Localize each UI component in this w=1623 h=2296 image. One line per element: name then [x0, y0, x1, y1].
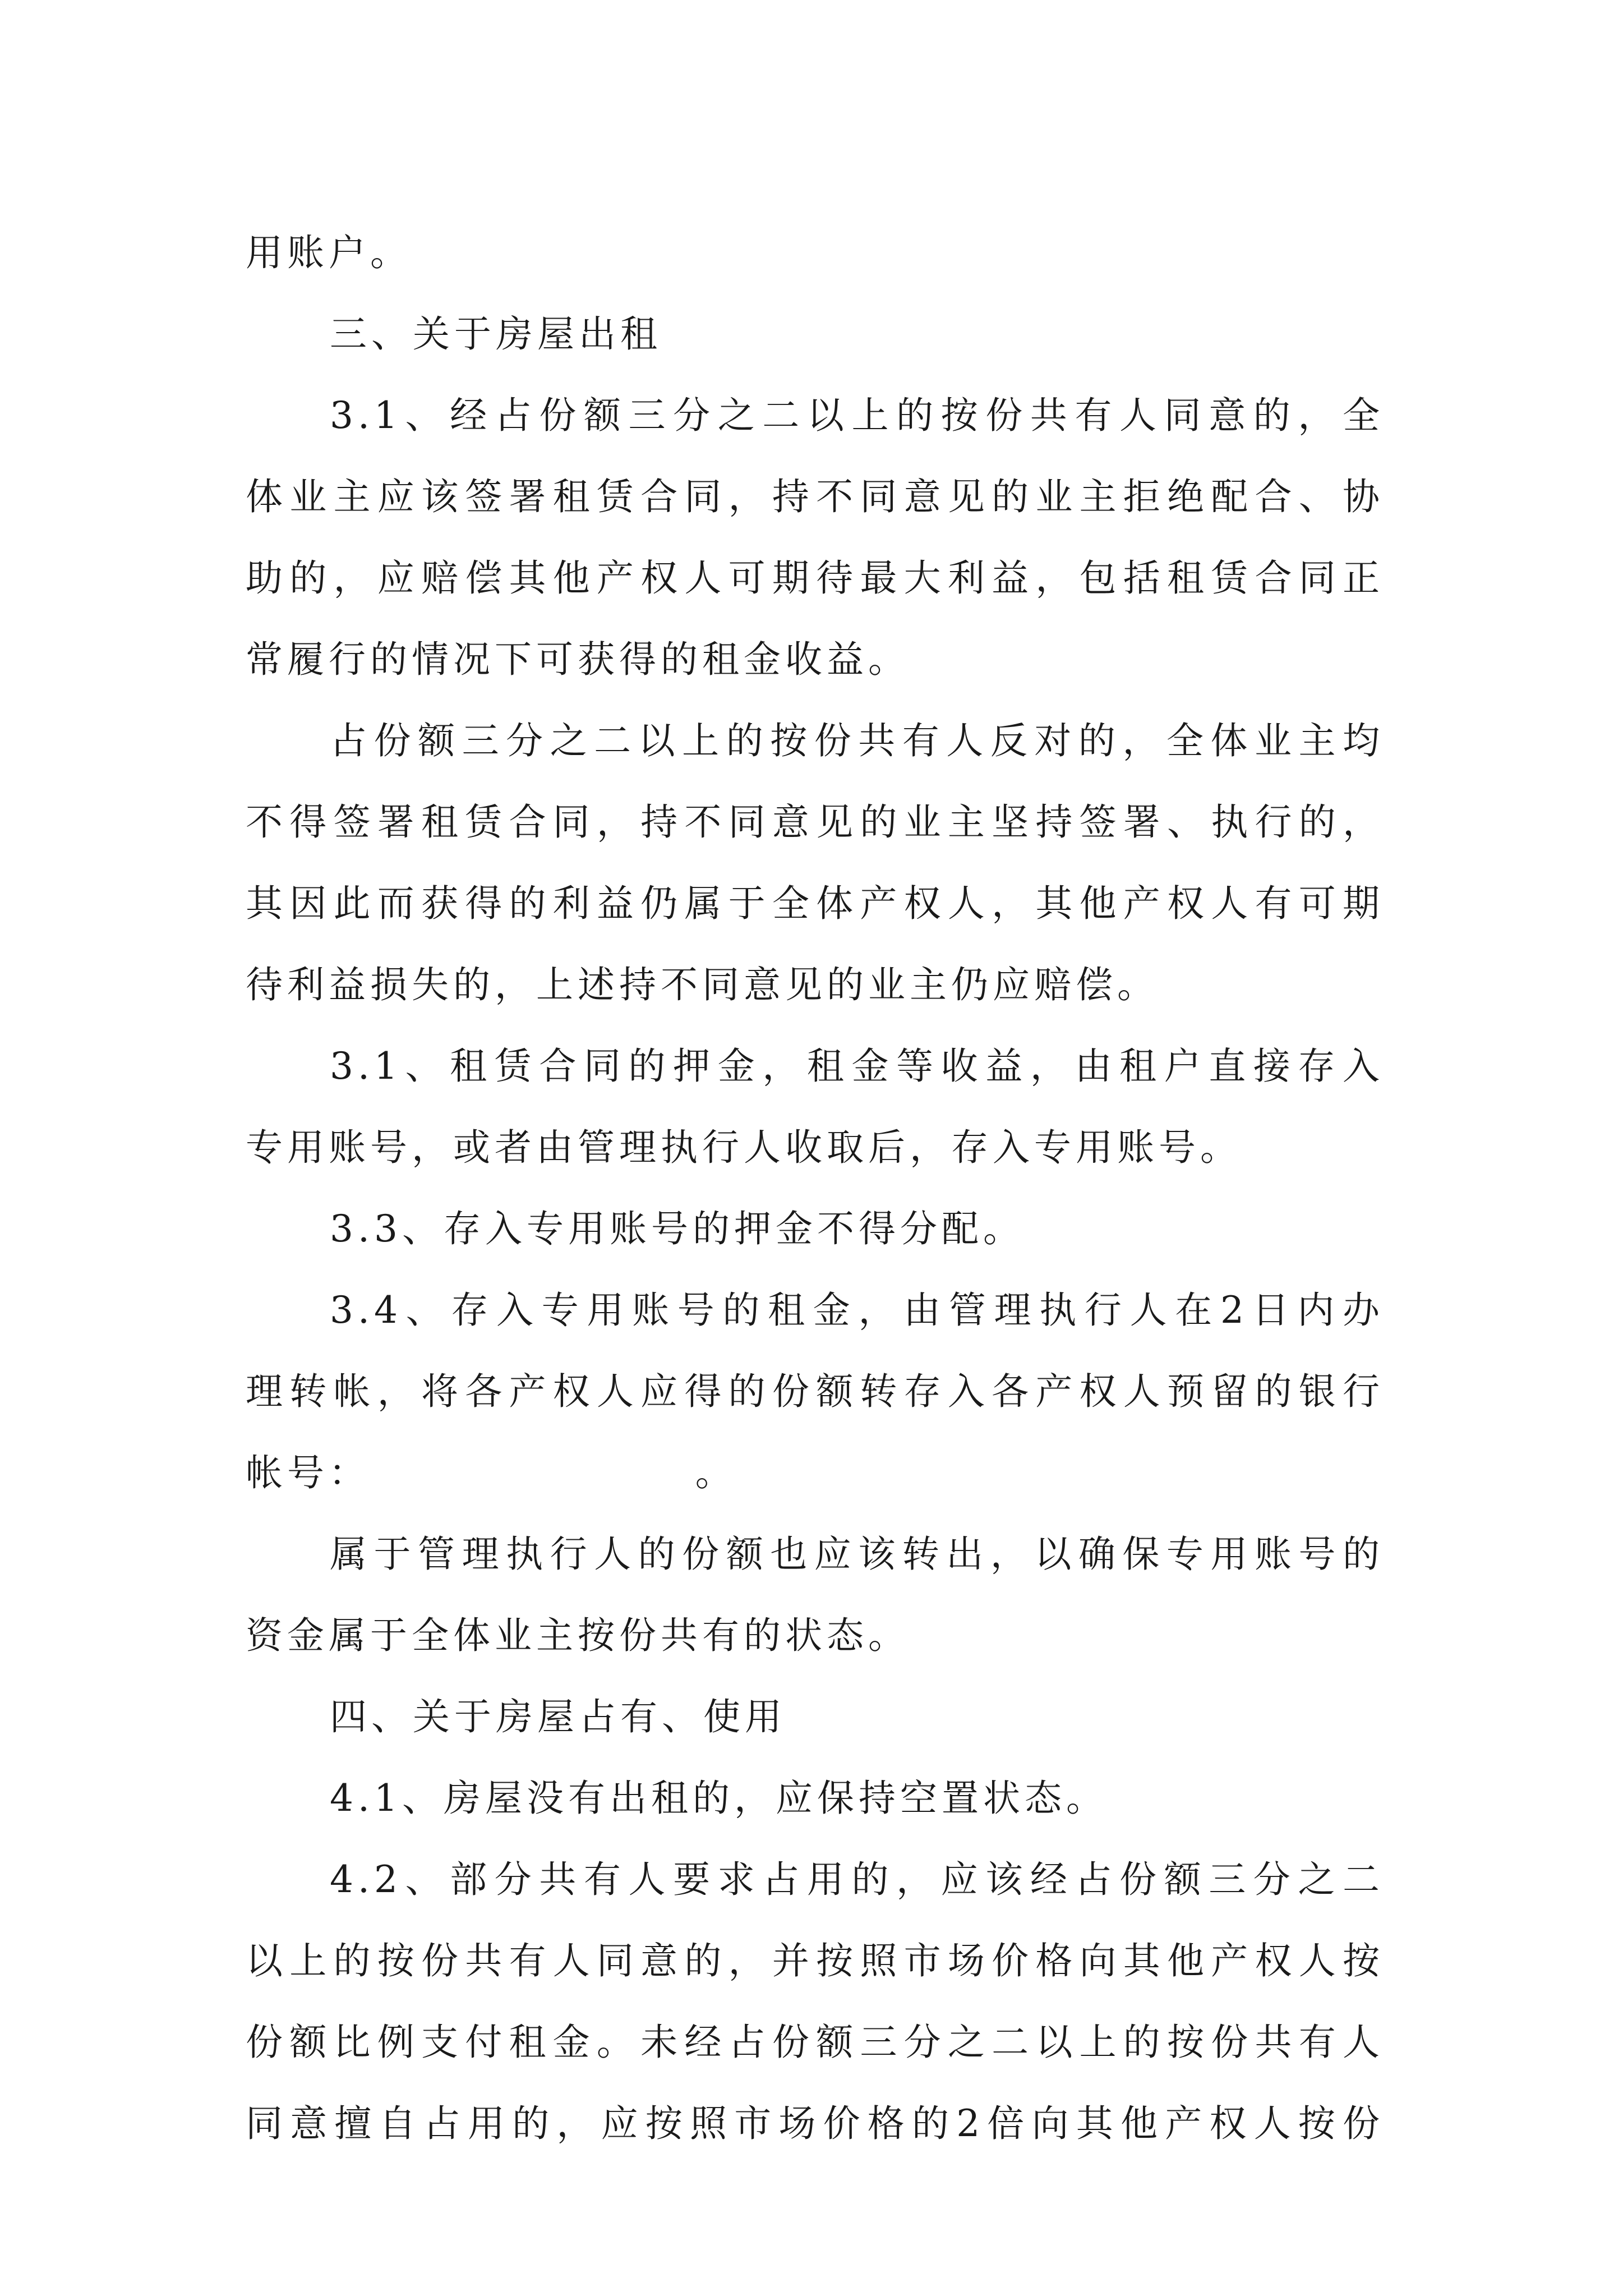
- text-line: 3.1、经占份额三分之二以上的按份共有人同意的，全: [330, 394, 1384, 437]
- section-heading: 三、关于房屋出租: [330, 312, 662, 356]
- text-line: 4.1、房屋没有出租的，应保持空置状态。: [330, 1777, 1108, 1820]
- text-line: 常履行的情况下可获得的租金收益。: [246, 638, 910, 681]
- text-line: 待利益损失的，上述持不同意见的业主仍应赔偿。: [246, 963, 1159, 1006]
- text-line: 其因此而获得的利益仍属于全体产权人，其他产权人有可期: [246, 882, 1384, 925]
- text-line: 份额比例支付租金。未经占份额三分之二以上的按份共有人: [246, 2021, 1384, 2064]
- text-line: 属于管理执行人的份额也应该转出，以确保专用账号的: [330, 1533, 1384, 1576]
- text-line: 专用账号，或者由管理执行人收取后，存入专用账号。: [246, 1126, 1242, 1169]
- text-line: 3.3、存入专用账号的押金不得分配。: [330, 1207, 1025, 1250]
- document-body: [246, 212, 1384, 2164]
- text-line: 帐号： 。: [246, 1451, 737, 1494]
- text-line: 不得签署租赁合同，持不同意见的业主坚持签署、执行的，: [246, 800, 1384, 844]
- text-line: 占份额三分之二以上的按份共有人反对的，全体业主均: [330, 719, 1384, 762]
- text-line: 用账户。: [246, 231, 412, 274]
- section-heading: 四、关于房屋占有、使用: [330, 1695, 786, 1738]
- text-line: 资金属于全体业主按份共有的状态。: [246, 1614, 910, 1657]
- text-line: 3.1、租赁合同的押金，租金等收益，由租户直接存入: [330, 1045, 1384, 1088]
- text-line: 同意擅自占用的，应按照市场价格的2倍向其他产权人按份: [246, 2102, 1384, 2145]
- text-line: 3.4、存入专用账号的租金，由管理执行人在2日内办: [330, 1289, 1384, 1332]
- text-line: 理转帐，将各产权人应得的份额转存入各产权人预留的银行: [246, 1370, 1384, 1413]
- text-line: 助的，应赔偿其他产权人可期待最大利益，包括租赁合同正: [246, 556, 1384, 600]
- text-line: 以上的按份共有人同意的，并按照市场价格向其他产权人按: [246, 1939, 1384, 1982]
- text-line: 体业主应该签署租赁合同，持不同意见的业主拒绝配合、协: [246, 475, 1384, 518]
- text-line: 4.2、部分共有人要求占用的，应该经占份额三分之二: [330, 1858, 1384, 1901]
